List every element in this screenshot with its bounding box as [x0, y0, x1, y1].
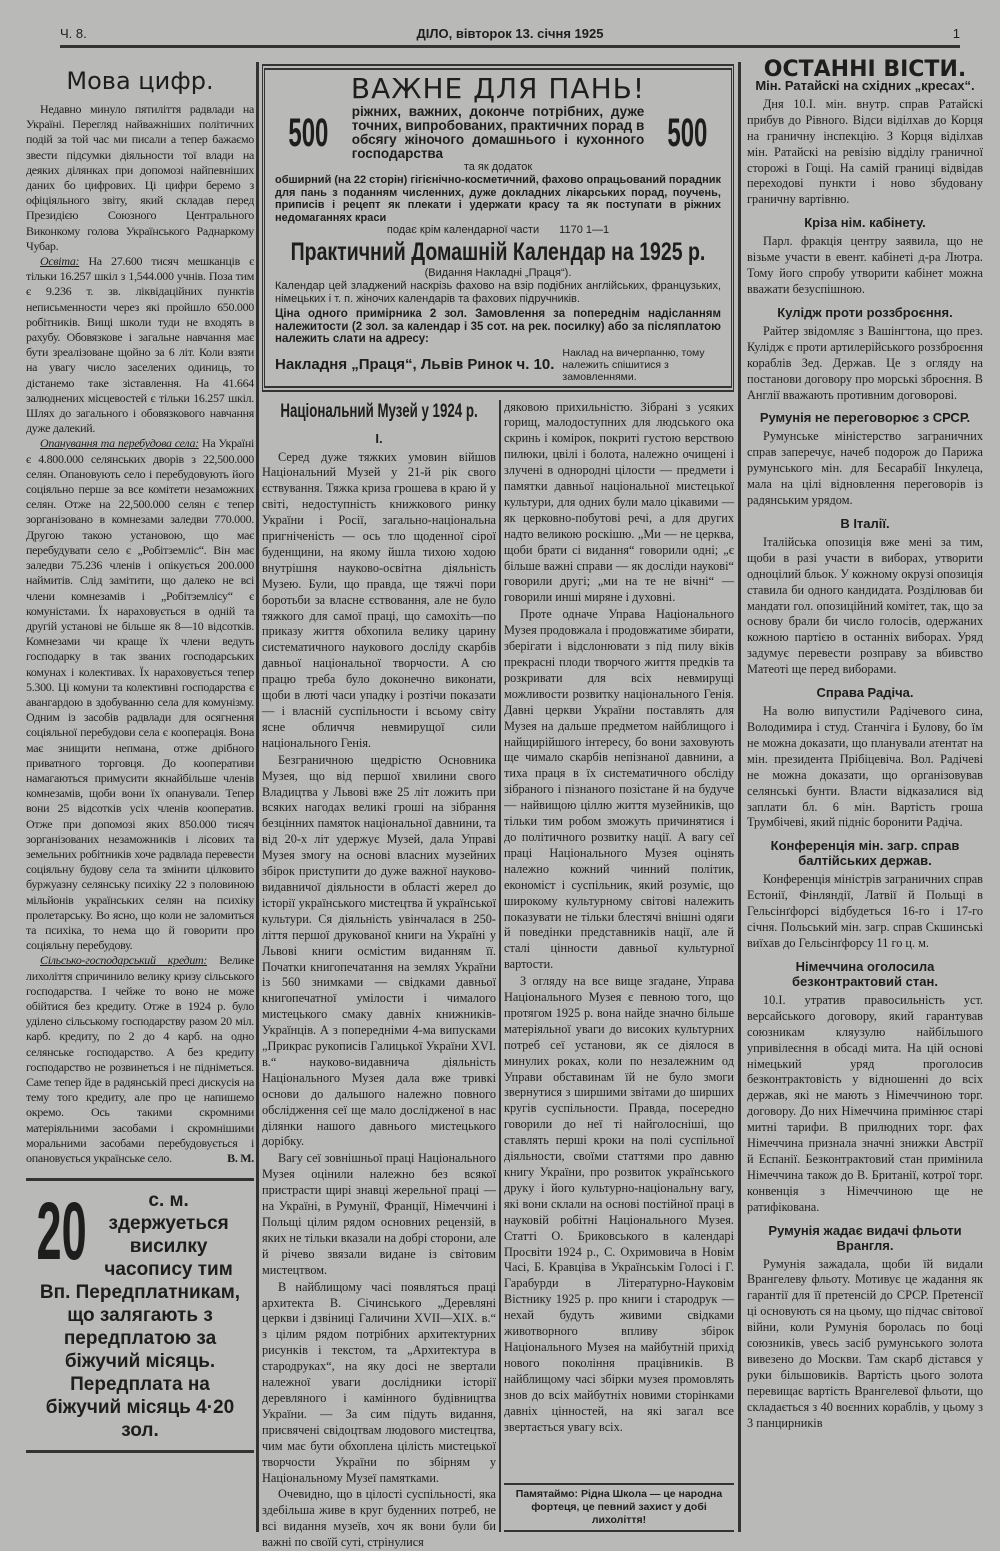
article-part: I.	[375, 430, 383, 446]
header-mark: 1	[952, 26, 960, 41]
news-text: 10.I. утратив правосильність уст. версайського договору, який гарантував союзникам кляузулю найбільшого упривілеєння в обсаді мита. На цій основі німецький уряд проголосив безконтрактовість у відношенні до всіх держав, які не мають з Німеччиною торг. договору. До них Німеччина примінює старі митні тарифи. В прилюдних торг. фах Німеччина признала значні знижки Австрії й Еспанії. Безконтрактовий стан примінила Німеччина також до В. Британії, котрої торг. конвенція з Німеччиною ще не ратифікована.	[747, 992, 983, 1214]
paragraph: Недавно минуло пятиліття радвлади на Україні. Перегляд найважніших політичних подій за той час ми писали а тепер бажаємо звести підсумки діяльности тої влади на деяких ділянках при допомозі найпевніших даних бо цифрових. Ці цифри беремо з офіціяльного звіту, який складав перед Президією Союзного Центрального Виконкому голова Українського Раднаркому Чубар.	[26, 102, 254, 253]
ad-addition: та як додаток	[463, 161, 533, 173]
column-rule	[256, 62, 259, 1532]
ad-hurry: Наклад на вичерпанню, тому належить спішитися з замовленнями.	[562, 346, 705, 383]
left-column	[26, 62, 254, 1534]
column-rule	[499, 400, 501, 1533]
article-title: Мова цифр.	[66, 67, 214, 95]
ad-description: Календар цей зладжений наскрізь фахово на взір подібних англійських, французьких, німецьких і т. п. жіночих календарів та фахових підручників.	[275, 280, 721, 305]
paragraph: дяковою прихильністю. Зібрані з усяких горищ, малодоступних для людського ока скринь і комірок, покриті густою верствою пилюки, цвілі і болота, належно очищені і злучені в однородні цілости — предмети і памятки давньої національної мистецької культури, для одних були мало цікавими — як церковно-побутові речі, а для других надто великою роскішю. „Ми — не церква, щоби брати сі видання“ говорили одні; „є більше важні справи — як досліди наукові“ говорили другі; „ми на те не вічні“ — говорили инші миряне і духовні.	[504, 399, 734, 605]
ad-gives: подає крім календарної части 1170 1—1	[386, 224, 610, 236]
paragraph: З огляду на все вище згадане, Управа Національного Музея є певною того, що протягом 1925 р. вона найде значно більше матеріяльної уваги до високих культурних потреб сеї установи, як се діялося в минулих роках, коли по незалежним од Управи обставинам їй не було змоги звернутися з ширшими звітами до ширших кругів суспільности. Правда, посередно говорили до неї ті найголосніші, що ставлять перші кроки на полі суспільної діяльности, своїми статтями про давню книгу України, про розвиток українського друку і його культурно-національну вагу, які вони склали на основі постійної праці в науковій робітні Національного Музея. Статті О. Бриковського в календарі Просвіти 1924 р., С. Охримовича в Новім Часі, Б. Кравціва в Українськім Голосі і Г. Гарабурди в Літературно-Науковім Вістнику 1925 р. про книги і стародрук — нехай будуть живими свідками животворного впливу збірок Національного Музея на майбутній прихід нового покоління працівників. В найблищому часі збірки музея промовлять знов до всіх майбутніх новими сторінками давніх цінностей, на які загал все звертається увагу всіх.	[504, 974, 734, 1434]
paragraph: Безграничною щедрістю Основника Музея, що від першої хвилини свого Владицтва у Львові вже 25 літ ложить при всяких нагодах великі гроші на зібрання безцінних памяток національної давнини, та від 20-х літ удержує Музей, дала Управі Музея змогу на основі власних музейних збірок приступити до дуже важної науково-видавничої діяльности в області жерел до історії українського мистецтва й української культури. Ся діяльність увінчалася в 250-ліття першої друкованої книги на Україні у Львові книги осмістим виданням її. Початки книгопечатання на землях України із 560 знимками — свідками давньої книгопечатної умілости і чималого мистецького смаку давніх книжників-Українців. А з попередніми 4-ма випусками „Прикрас рукописів Галицької України XVI. в.“ науково-видавнича діяльність Національного Музея дала вже тривкі основи до дальшого належно повного обслідження сеї ще мало дослідженої в нас ділянки нашого давнього мистецького дорібку.	[262, 752, 496, 1149]
ad-count-left: 500	[288, 111, 329, 155]
news-headline: Румунія не переговорює з СРСР.	[759, 410, 971, 426]
paragraph: Сільсько-господарський кредит: Велике лихоліття спричинило велику кризу сільського господарства. І чейже то воно не може обійтися без кредиту. Отже в 1924 р. було уділено сільському господарству разом 20 міл. карб. кредиту, по 2 до 4 карб. на одно селянське господарство. А без кредиту господарство не розвинеться і не підніметься. Саме тепер йде в радянській пресі дискусія на тему того кредиту, але про це напишемо окремо. Ось такими скромними матеріяльними засобами і скромнішими моральними засобами перебудовується і опановується українське село. В. М.	[26, 953, 255, 1166]
paragraph: Вагу сеї зовнішньої праці Національного Музея оцінили належно без всякої пристрасти щирі знавці жерельної праці — на Україні, в Румунії, Франції, Німеччині і Польщі цілим рядом основних рецензій, в яких не тільки вказали на добрі сторони, але й річево звязали видане із світовим мистецтвом.	[262, 1151, 496, 1277]
paragraph: Опанування та перебудова села: На Україні є 4.800.000 селянських дворів з 22,500.000 селян. Опановують село і перебудовують його соціяльно перше за все комітети незаможних селян. Отже на 22,500.000 селян є тепер зорганізовано в комнезами заледви 770.000. Другою такою установою, що має перебудувати село є „Робітземліс“. Він має заледви 75.236 членів і опікується 200.000 наймитів. Слід замітити, що далеко не всі члени комнезамів і „Робітземлісу“ є комуністами. Їх нараховується в одній та другій установі не більше як 8—10 відсотків. Комнезами чи краще їх члени ведуть господарку в так званих господарських комунах і колективах. Їх нараховується тепер 5.300. Ці комуни та колективні господарства є авангардою в здобуванню села для комунізму. Одним із засобів радвлади для осягнення соціяльної перебудови села є кооперація. Вона має знищити непмана, отже дрібного приватного торговця. До кооперативи намагаються примусити якнайбільше членів комнезамів, щоби вони їх опанували. Тепер вони 25 відсотків усіх членів кооператив. Отже при допомозі яких 850.000 тисяч зорганізованих незаможників і лісових та земельних робітників хоче радвлада перевести соціяльну будову села та змінити цілковито буржуазну селянську психіку 22 з половиною мільйонів українських селян на психіку пролетарську. Во ясно, що коли не заломиться та психіка, то нема що й говорити про соціяльну перебудову.	[26, 436, 254, 953]
calendar-advertisement	[262, 64, 734, 392]
ad-count-right: 500	[667, 111, 708, 155]
news-headline: Мін. Ратайскі на східних „кресах“.	[755, 77, 975, 93]
latest-news	[747, 57, 983, 1532]
middle-section	[262, 64, 734, 1550]
page-header	[60, 22, 960, 48]
news-text: Райтер звідомляє з Вашінгтона, що през. Кулідж є проти артилерійського роззброєння кораблів Зед. Держав. Це з огляду на постанови договору про морські зброєння. В Англії вважають противним договорові.	[747, 323, 983, 402]
article-mova-cyfr	[26, 62, 254, 1166]
notice-text: с. м. здержуеться висилку часопису тим Вп. Передплатникам, що залягають з передплатою за біжучий місяць. Передплата на біжучий місяць 4·20 зол.	[39, 1190, 241, 1442]
ad-body: обширний (на 22 сторін) гігієнічно-косметичний, фахово опрацьований порадник для пань з поданням численних, дуже докладних лікарських порад, поучень, приписів і рецепт як плекати і удержати красу та як поступати в ріжних недомаганнях краси	[275, 174, 722, 224]
paragraph: Очевидно, що в цілості суспільності, яка здебільша живе в круг буденних потреб, не всі видання музеїв, хоч як вони були би важні по своїй суті, стрінулися	[262, 1487, 496, 1550]
page-number: Ч. 8.	[60, 26, 87, 41]
news-headline: Кріза нім. кабінету.	[804, 215, 926, 231]
news-text: На волю випустили Радічевого сина, Володимира і студ. Станчіга і Булову, бо їм не можна доказати, що планували атентат на мін. президента Прібіцевіча. Вол. Радічеві не можна доказати, що організовував селянські бунти. Власти відказалися від заплати бл. 6 мін. Вартість гроша Трумбічеві, який підніс боронити Радіча.	[747, 704, 983, 830]
article-national-museum-cont	[504, 400, 734, 1478]
section-title: ОСТАННІ ВІСТИ.	[763, 57, 967, 82]
signature: В. М.	[227, 1151, 254, 1166]
news-headline: Кулідж проти роззброєння.	[777, 304, 953, 320]
news-headline: Справа Радіча.	[816, 685, 914, 701]
ad-address: Накладня „Праця“, Львів Ринок ч. 10.	[275, 355, 555, 373]
ad-price: Ціна одного примірника 2 зол. Замовлення за попереднім надісланням належитости (2 зол. за календар і 35 сот. на рек. посилку) або за післяплатою належить слати на адресу:	[275, 308, 721, 345]
news-text: Конференція міністрів заграничних справ Естонії, Фінляндії, Латвії й Польщі в Гельсінґфорсі відбудеться 16-го і 17-го січня. Польський мін. загр. справ Скшинські виїхав до Гельсінґфорсу 11 го ц. м.	[747, 872, 983, 950]
ridna-shkola-notice: Памятаймо: Рідна Школа — це народна фортеця, це певний захист у добі лихоліття!	[504, 1483, 734, 1532]
news-text: Румунське міністерство заграничних справ заперечує, начеб подорож до Парижа румунського мін. для Бесарабії Інкулеца, мала на цілі відновлення переговорів із радянським урядом.	[747, 429, 983, 508]
article-national-museum	[262, 400, 496, 1550]
museum-article-columns	[262, 399, 734, 1550]
ad-title: ВАЖНЕ ДЛЯ ПАНЬ!	[350, 72, 646, 105]
masthead-date: ДІЛО, вівторок 13. січня 1925	[416, 26, 604, 41]
ad-lead: ріжних, важних, доконче потрібних, дуже точних, випробованих, практичних порад в обсягу жіночого домашнього і кухонного господарства	[351, 104, 645, 161]
news-text: Парл. фракція центру заявила, що не візьме участи в евент. кабінеті д-ра Лютра. Тому його спробу утворити кабінет можна вважати безуспішною.	[747, 234, 983, 296]
paragraph: В найблищому часі появляться праці архитекта В. Січинського „Деревляні церкви і дзвіниці Галичини XVII—XIX. в.“ з цілим рядом потрібних архитектурних рисунків і текстом, та „Архитектура в стародруках“, на яку досі не звертали належної уваги дослідники історії деревляного і камінного будівництва України. — За сим підуть видання, присвячені свідоцтвам людового мистецтва, чим має бути обхоплена цілість мистецької творчости України по збірням у Національному Музеї памятками.	[262, 1279, 496, 1485]
notice-number: 20	[36, 1186, 87, 1278]
paragraph: Освіта: На 27.600 тисяч мешканців є тільки 16.257 шкіл з 1,544.000 учнів. Поза тим є 9.236 т. зв. ліквідаційних пунктів неписьменности через які пройшло 650.000 робітників. Вищі школи туди не входять в рахубу. Обовязкове і загальне навчання має бути зреалізоване щойно за 6 літ. Коли взяти на увагу число заселених одиниць, то дістанемо таке зіставлення. На 41.664 залюднених місцевостей є тільки 16.257 шкіл. Шлях до загального і обовязкового навчання дуже далекий.	[26, 254, 254, 436]
ad-code: 1170 1—1	[559, 224, 610, 236]
news-headline: Румунія жадає видачі фльоти Врангля.	[768, 1222, 962, 1253]
news-headline: В Італії.	[840, 515, 890, 531]
ad-edition: (Видання Накладні „Праця“).	[424, 267, 572, 279]
news-text: Дня 10.I. мін. внутр. справ Ратайскі прибув до Рівного. Відси віділхав до Корця на граничну інспекцію. З Корця віділхав мін. Ратайскі на ревізію відділу граничної сторожі в Гощі. На самій границі відвідав переходові пункти і ново збудовану граничну вартівню.	[747, 96, 983, 207]
subscription-notice	[26, 1178, 254, 1453]
paragraph: Проте одначе Управа Національного Музея продовжала і продовжатиме збирати, зберігати і відслонювати з під пилу віків прекрасні плоди творчого життя предків та розкривати для всіх невмирущі можливости розвитку національного Генія. Давні церкви України поставлять для Музея на дальше предметом найблищого і найщирійшого інтересу, бо вони заховують ще чимало скарбів непізнаної давнини, а тиха праця в їх систематичного обсліду зібраного і пізнаного позістане й на будуче — найвищою ціллю життя музейників, що тільки тим робом зможуть причинятися і до політичного розвитку нації. А вагу сеї праці Національного Музея оцінять належно кожний чинний політик, економіст і суспільник, який розуміє, що широкому культурному світові належить показувати не тільки блестячі внішні одяги й поведінки представників нації, але й сталі цінности давньої культурної вартости.	[504, 607, 734, 972]
paragraph: Серед дуже тяжких умовин війшов Національний Музей у 21-й рік свого єствування. Тяжка криза грошева в краю й у світі, недоступність книжкового ринку України і Росії, загально-національна пригніченість — ось тло щоденної сірої буденщини, на якому йшла тихою ходою внутрішня науково-освітна діяльність Музею. Були, що правда, ще тяжчі пори боротьби за власне єствовання, але не було тяжкого для самої праці, що самохіть—по приказу життя обхопила велику царину систематичного наукового досліду скарбів давньої національної творчости. А сю працю треба було доконечно виконати, щоби в люті часи упадку і розтічи показати — і власній суспільности і всьому світу ясне обличчя невмирущої сили національного Генія.	[262, 449, 496, 750]
ad-calendar-title: Практичний Домашній Календар на 1925 р.	[290, 238, 706, 266]
news-headline: Конференція мін. загр. справ балтійських держав.	[770, 838, 960, 869]
article-title: Національний Музей у 1924 р.	[280, 400, 478, 422]
news-text: Румунія зажадала, щоби їй видали Врангелеву фльоту. Мотивує це жадання як гарантії для її претенсій до СРСР. Претенсії ці основують ся на цьому, що підчас світової війни, коли Румунія боролась по боці союзників, увесь засіб румунського золота вивезено до Москви. Там скарб дістався у руки більшовиків. Вартість цього золота перевищає вартість Врангелевої фльоти, що складається з 40 воєнних кораблів, у цьому з 3 панцирників	[747, 1256, 983, 1430]
news-text: Італійська опозиція вже мені за тим, щоби в разі участи в виборах, утворити одноцілий бльок. У кожному окрузі опозиція ставила би одного кандидата. Розділював би мандати гол. опозиційний комітет, так, що за основу брали би число голосів, одержаних кожною партією в останніх виборах. Уряд задумує перевести розправу за вбивство Матеоті ще перед виборами.	[747, 534, 983, 677]
news-headline: Німеччина оголосила безконтрактовий стан.	[792, 958, 938, 989]
museum-column-b	[504, 400, 734, 1533]
column-rule	[738, 62, 741, 1532]
